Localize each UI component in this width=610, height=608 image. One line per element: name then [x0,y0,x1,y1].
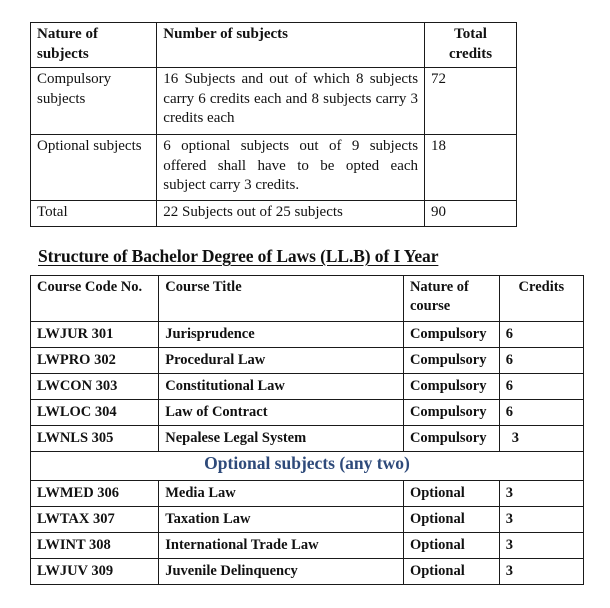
course-credits: 6 [499,322,583,348]
course-title: Procedural Law [159,348,404,374]
course-nature: Optional [403,533,499,559]
course-code: LWPRO 302 [31,348,159,374]
header-total-credits: Total credits [425,23,517,68]
course-title: Media Law [159,481,404,507]
course-row [31,400,584,426]
header-credits: Credits [499,276,583,322]
course-code: LWINT 308 [31,533,159,559]
course-credits: 3 [499,426,583,452]
course-header-row [31,276,584,322]
course-row [31,507,584,533]
header-nature-of-course: Nature of course [403,276,499,322]
cell-nature: Compulsory subjects [31,68,157,135]
course-code: LWLOC 304 [31,400,159,426]
course-row [31,426,584,452]
course-nature: Optional [403,559,499,585]
course-credits: 3 [499,481,583,507]
course-title: Taxation Law [159,507,404,533]
course-title: Constitutional Law [159,374,404,400]
cell-number: 22 Subjects out of 25 subjects [157,200,425,227]
course-row [31,559,584,585]
summary-row-compulsory [31,68,517,135]
structure-heading: Structure of Bachelor Degree of Laws (LL.B) of I Year [38,246,439,266]
course-code: LWJUR 301 [31,322,159,348]
course-credits: 3 [499,533,583,559]
credit-summary-table [30,22,517,227]
cell-credits: 90 [425,200,517,227]
course-nature: Compulsory [403,374,499,400]
cell-number: 16 Subjects and out of which 8 subjects carry 6 credits each and 8 subjects carry 3 credits each [157,68,425,135]
course-code: LWTAX 307 [31,507,159,533]
cell-number: 6 optional subjects out of 9 subjects offered shall have to be opted each subject carry 3 credits. [157,135,425,201]
course-code: LWNLS 305 [31,426,159,452]
optional-section-row [31,452,584,481]
course-title: International Trade Law [159,533,404,559]
course-row [31,348,584,374]
header-course-code: Course Code No. [31,276,159,322]
summary-row-optional [31,135,517,201]
header-nature-of-subjects: Nature of subjects [31,23,157,68]
course-title: Nepalese Legal System [159,426,404,452]
course-row [31,481,584,507]
course-row [31,533,584,559]
course-nature: Compulsory [403,400,499,426]
course-row [31,322,584,348]
course-nature: Compulsory [403,348,499,374]
header-number-of-subjects: Number of subjects [157,23,425,68]
course-credits: 6 [499,400,583,426]
course-nature: Compulsory [403,322,499,348]
header-course-title: Course Title [159,276,404,322]
course-credits: 3 [499,559,583,585]
course-credits: 3 [499,507,583,533]
course-code: LWMED 306 [31,481,159,507]
summary-header-row [31,23,517,68]
summary-row-total [31,200,517,227]
course-credits: 6 [499,348,583,374]
course-nature: Optional [403,481,499,507]
course-title: Juvenile Delinquency [159,559,404,585]
course-structure-table [30,275,584,585]
course-nature: Optional [403,507,499,533]
course-title: Law of Contract [159,400,404,426]
cell-nature: Total [31,200,157,227]
course-credits: 6 [499,374,583,400]
course-title: Jurisprudence [159,322,404,348]
course-code: LWJUV 309 [31,559,159,585]
cell-nature: Optional subjects [31,135,157,201]
optional-section-label: Optional subjects (any two) [31,452,584,481]
course-nature: Compulsory [403,426,499,452]
cell-credits: 18 [425,135,517,201]
cell-credits: 72 [425,68,517,135]
course-row [31,374,584,400]
course-code: LWCON 303 [31,374,159,400]
